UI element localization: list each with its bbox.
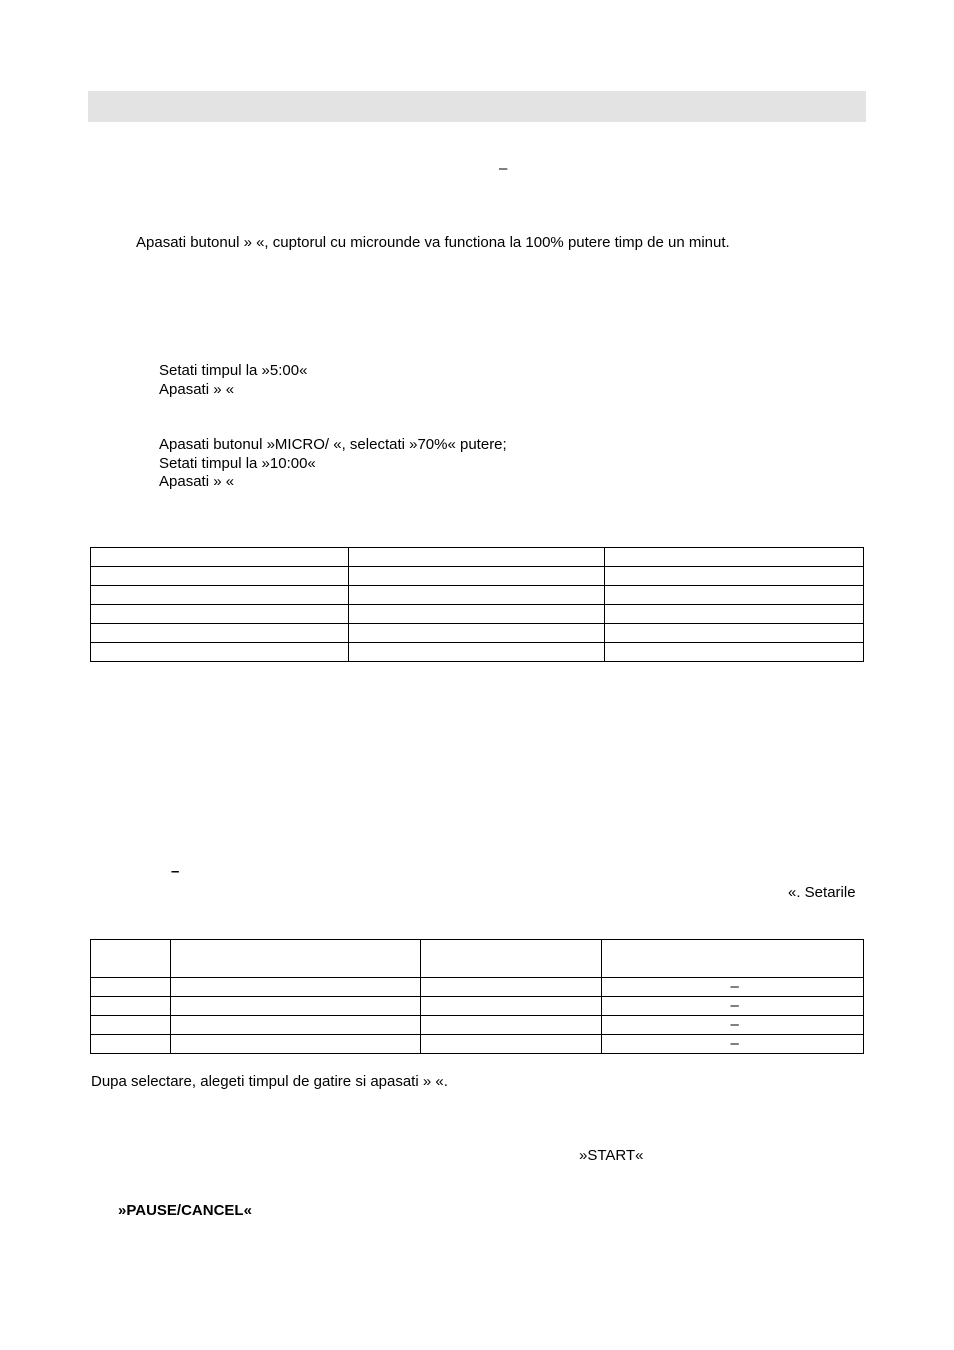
table-cell — [420, 1035, 602, 1054]
auto-cook-table — [90, 939, 864, 1054]
table-cell — [91, 643, 349, 662]
table-cell — [91, 940, 171, 978]
table-cell — [605, 567, 864, 586]
table-row — [91, 978, 864, 997]
table-cell-dash: – — [602, 978, 864, 997]
table-cell — [348, 567, 605, 586]
table-cell — [91, 997, 171, 1016]
table-cell — [420, 997, 602, 1016]
table-cell — [170, 940, 420, 978]
table-cell — [420, 1016, 602, 1035]
example2-line1: Apasati butonul »MICRO/ «, selectati »70%« putere; — [159, 436, 507, 453]
table-cell — [348, 586, 605, 605]
table-cell — [348, 605, 605, 624]
table-cell-dash: – — [602, 1035, 864, 1054]
example2-line3: Apasati » « — [159, 473, 235, 490]
table-cell — [605, 643, 864, 662]
table-cell — [348, 548, 605, 567]
table-cell — [602, 940, 864, 978]
table-row — [91, 997, 864, 1016]
table-cell — [605, 605, 864, 624]
table-cell — [91, 624, 349, 643]
table-cell — [91, 1035, 171, 1054]
table-cell — [420, 940, 602, 978]
table-cell — [348, 624, 605, 643]
start-label: »START« — [579, 1147, 644, 1164]
setarile-text: «. Setarile — [788, 884, 856, 901]
example1-line1: Setati timpul la »5:00« — [159, 362, 308, 379]
section-header-bar — [88, 91, 866, 122]
table-cell — [170, 997, 420, 1016]
example2-line2: Setati timpul la »10:00« — [159, 455, 316, 472]
table-cell-dash: – — [602, 1016, 864, 1035]
table-cell — [605, 548, 864, 567]
after-select-instruction: Dupa selectare, alegeti timpul de gatire si apasati » «. — [91, 1073, 448, 1090]
table-row — [91, 1016, 864, 1035]
table-row — [91, 624, 864, 643]
table-row — [91, 548, 864, 567]
table-cell — [91, 1016, 171, 1035]
table-cell — [91, 605, 349, 624]
example1-line2: Apasati » « — [159, 381, 235, 398]
table-row — [91, 567, 864, 586]
table-row — [91, 643, 864, 662]
dash-mark-bold: – — [171, 863, 180, 880]
dash-mark: – — [499, 160, 508, 177]
table-row — [91, 586, 864, 605]
quick-start-instruction: Apasati butonul » «, cuptorul cu microunde va functiona la 100% putere timp de un minut. — [136, 234, 730, 251]
table-cell — [170, 1016, 420, 1035]
table-cell — [91, 567, 349, 586]
table-header-row — [91, 940, 864, 978]
table-cell — [91, 586, 349, 605]
table-cell — [348, 643, 605, 662]
table-cell — [91, 978, 171, 997]
table-cell — [605, 586, 864, 605]
table-cell — [420, 978, 602, 997]
table-cell — [91, 548, 349, 567]
pause-cancel-label: »PAUSE/CANCEL« — [118, 1202, 252, 1219]
table-cell — [605, 624, 864, 643]
table-cell-dash: – — [602, 997, 864, 1016]
power-levels-table — [90, 547, 864, 662]
table-cell — [170, 978, 420, 997]
table-cell — [170, 1035, 420, 1054]
table-row — [91, 1035, 864, 1054]
table-row — [91, 605, 864, 624]
